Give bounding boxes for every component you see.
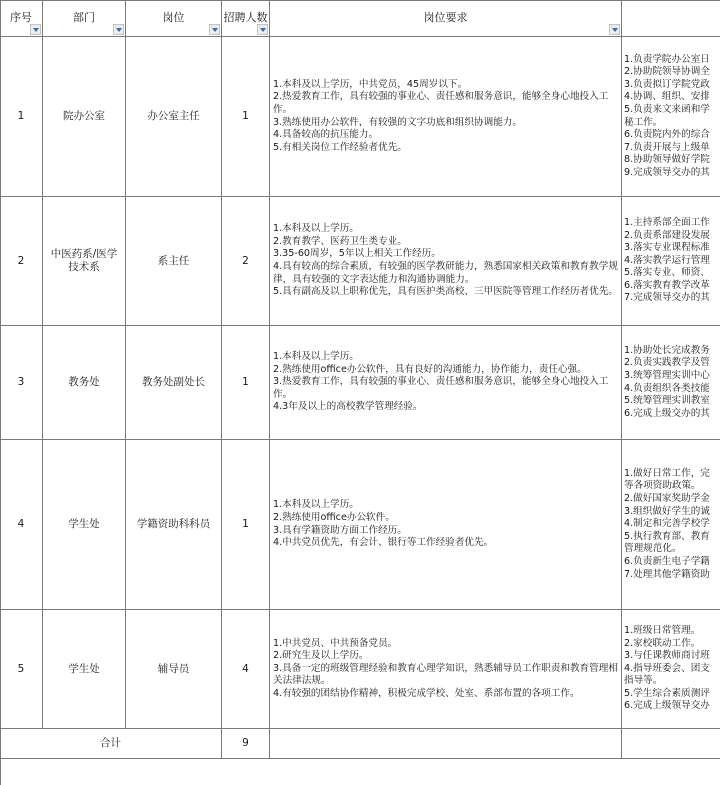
cell-position: 办公室主任 [126, 37, 222, 197]
cell-seq: 3 [0, 326, 43, 440]
cell-requirements [270, 610, 622, 729]
cell-count: 4 [222, 610, 270, 729]
cell-position: 教务处副处长 [126, 326, 222, 440]
total-row [0, 729, 720, 759]
cell-requirements [270, 197, 622, 326]
cell-dept: 教务处 [43, 326, 126, 440]
requirements-text: 1.中共党员、中共预备党员。 2.研究生及以上学历。 3.具备一定的班级管理经验和教育心理学知识，熟悉辅导员工作职责和教育管理相关法律法规。 4.有较强的团结协作精神，积极完成学校、处室、系部布置的各项工作。 [273, 637, 618, 699]
filter-dropdown-icon[interactable] [209, 24, 220, 35]
header-seq: 序号 [0, 0, 43, 37]
cell-duties [622, 37, 720, 197]
total-label: 合计 [0, 729, 222, 759]
table-row [0, 197, 720, 326]
cell-requirements [270, 37, 622, 197]
duties-text: 1.主持系部全面工作 2.负责系部建设发展 3.落实专业课程标准 4.落实教学运行管理 5.落实专业、师资、 6.落实教育教学改革 7.完成领导交办的其 [624, 216, 710, 304]
cell-requirements [270, 326, 622, 440]
cell-dept: 中医药系/医学技术系 [43, 197, 126, 326]
cell-duties [622, 610, 720, 729]
table-row [0, 440, 720, 610]
duties-text: 1.班级日常管理。 2.家校联动工作。 3.与任课教师商讨班 4.指导班委会、团支 指导等。 5.学生综合素质测评 6.完成上级领导交办 [624, 624, 710, 712]
cell-position: 系主任 [126, 197, 222, 326]
cell-dept: 学生处 [43, 440, 126, 610]
cell-duties [622, 197, 720, 326]
cell-duties [622, 440, 720, 610]
table-row [0, 37, 720, 197]
duties-text: 1.做好日常工作，完 等各项资助政策。 2.做好国家奖助学金 3.组织做好学生的诚 4.制定和完善学校学 5.执行教育部、教育 管理规范化。 6.负责新生电子学籍 7.处理其他学籍资助 [624, 467, 710, 580]
cell-dept: 学生处 [43, 610, 126, 729]
total-count: 9 [222, 729, 270, 759]
cell-count: 1 [222, 37, 270, 197]
cell-seq: 1 [0, 37, 43, 197]
cell-count: 1 [222, 440, 270, 610]
filter-dropdown-icon[interactable] [30, 24, 41, 35]
header-row [0, 0, 720, 37]
cell-seq: 4 [0, 440, 43, 610]
cell-position: 辅导员 [126, 610, 222, 729]
cell-seq: 5 [0, 610, 43, 729]
requirements-text: 1.本科及以上学历。 2.熟练使用office办公软件，具有良好的沟通能力，协作能力，责任心强。 3.热爱教育工作，具有较强的事业心、责任感和服务意识，能够全身心地投入工作。 4.3年及以上的高校教学管理经验。 [273, 351, 609, 413]
cell-duties [622, 326, 720, 440]
header-duties [622, 0, 720, 37]
table-row [0, 326, 720, 440]
total-duties-empty [622, 729, 720, 759]
filter-dropdown-icon[interactable] [257, 24, 268, 35]
cell-seq: 2 [0, 197, 43, 326]
requirements-text: 1.本科及以上学历。 2.教育教学、医药卫生类专业。 3.35-60周岁，5年以上相关工作经历。 4.具有较高的综合素质，有较强的医学教研能力，熟悉国家相关政策和教育教学规律，具有较强的文字表达能力和沟通协调能力。 5.具有副高及以上职称优先，具有医护类高校、三甲医院等管理工作经历者优先。 [273, 223, 618, 298]
filter-dropdown-icon[interactable] [609, 24, 620, 35]
total-requirements-empty [270, 729, 622, 759]
cell-requirements [270, 440, 622, 610]
duties-text: 1.协助处长完成教务 2.负责实践教学及管 3.统筹管理实训中心 4.负责组织各类技能 5.统筹管理实训教室 6.完成上级交办的其 [624, 344, 710, 419]
header-dept: 部门 [43, 0, 126, 37]
cell-count: 1 [222, 326, 270, 440]
duties-text: 1.负责学院办公室日 2.协助院领导协调全 3.负责拟订学院党政 4.协调、组织、安排 5.负责来文来函和学 秘工作。 6.负责院内外的综合 7.负责开展与上级单 8.协助领导做好学院 9.完成领导交办的其 [624, 53, 710, 178]
cell-dept: 院办公室 [43, 37, 126, 197]
header-requirements: 岗位要求 [270, 0, 622, 37]
cell-position: 学籍资助科科员 [126, 440, 222, 610]
requirements-text: 1.本科及以上学历。 2.熟练使用office办公软件。 3.具有学籍资助方面工作经历。 4.中共党员优先，有会计、银行等工作经验者优先。 [273, 499, 494, 549]
header-position: 岗位 [126, 0, 222, 37]
filter-dropdown-icon[interactable] [113, 24, 124, 35]
cell-count: 2 [222, 197, 270, 326]
header-count: 招聘人数 [222, 0, 270, 37]
requirements-text: 1.本科及以上学历，中共党员，45周岁以下。 2.热爱教育工作，具有较强的事业心、责任感和服务意识，能够全身心地投入工作。 3.熟练使用办公软件，有较强的文字功底和组织协调能力。 4.具备较高的抗压能力。 5.有相关岗位工作经验者优先。 [273, 78, 609, 153]
table-row [0, 610, 720, 729]
